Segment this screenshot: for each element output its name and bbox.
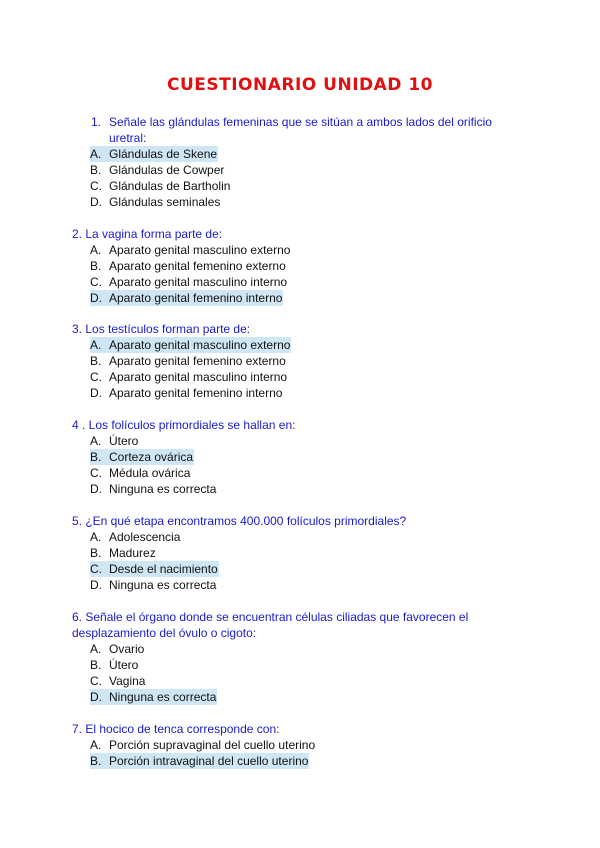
option-a[interactable] [90,146,218,162]
option-text: Desde el nacimiento [109,562,218,576]
option-d[interactable] [90,577,219,593]
option-letter: C. [90,674,102,688]
option-text: Glándulas de Bartholin [109,179,231,193]
option-letter: A. [90,243,102,257]
options-q5 [90,529,219,593]
option-d[interactable] [90,689,217,705]
option-text: Aparato genital masculino externo [109,243,291,257]
option-text: Aparato genital femenino interno [109,291,283,305]
option-c[interactable] [90,369,291,385]
option-c[interactable] [90,673,217,689]
option-letter: D. [90,291,102,305]
option-b[interactable] [90,449,194,465]
option-letter: B. [90,259,102,273]
option-a[interactable] [90,242,290,258]
question-7: 7. El hocico de tenca corresponde con: [72,722,280,736]
option-letter: A. [90,434,102,448]
option-letter: B. [90,754,102,768]
option-letter: B. [90,450,102,464]
option-a[interactable] [90,737,315,753]
option-letter: B. [90,658,102,672]
option-c[interactable] [90,178,230,194]
option-text: Aparato genital masculino externo [109,338,291,352]
option-letter: B. [90,546,102,560]
question-4: 4 . Los folículos primordiales se hallan en: [72,418,296,432]
options-q2 [90,242,290,306]
question-6 [72,609,542,641]
option-text: Porción intravaginal del cuello uterino [109,754,309,768]
option-text: Aparato genital femenino interno [109,386,283,400]
option-b[interactable] [90,753,309,769]
option-letter: A. [90,338,102,352]
question-text-line2: uretral: [109,131,147,145]
option-letter: B. [90,354,102,368]
option-d[interactable] [90,385,291,401]
option-text: Médula ovárica [109,466,191,480]
options-q3 [90,337,291,401]
options-q6 [90,641,217,705]
question-text-line1: Señale las glándulas femeninas que se sitúan a ambos lados del orificio [109,115,492,129]
option-text: Ninguna es correcta [109,578,217,592]
option-letter: C. [90,466,102,480]
option-d[interactable] [90,194,230,210]
option-a[interactable] [90,337,291,353]
question-3: 3. Los testículos forman parte de: [72,322,251,336]
option-letter: A. [90,738,102,752]
option-text: Porción supravaginal del cuello uterino [109,738,316,752]
page-title: CUESTIONARIO UNIDAD 10 [167,75,433,95]
option-b[interactable] [90,545,219,561]
option-b[interactable] [90,353,291,369]
option-text: Glándulas de Skene [109,147,218,161]
option-letter: D. [90,195,102,209]
option-a[interactable] [90,529,219,545]
option-text: Útero [109,658,139,672]
option-c[interactable] [90,274,290,290]
option-text: Corteza ovárica [109,450,194,464]
option-text: Ninguna es correcta [109,690,217,704]
option-text: Glándulas de Cowper [109,163,225,177]
options-q7 [90,737,315,769]
option-letter: A. [90,530,102,544]
option-letter: D. [90,690,102,704]
option-b[interactable] [90,258,290,274]
options-q1 [90,146,230,210]
option-letter: C. [90,562,102,576]
option-letter: C. [90,179,102,193]
options-q4 [90,433,216,497]
option-b[interactable] [90,162,230,178]
question-5: 5. ¿En qué etapa encontramos 400.000 folículos primordiales? [72,514,407,528]
option-a[interactable] [90,433,216,449]
option-text: Aparato genital femenino externo [109,354,286,368]
option-text: Aparato genital masculino interno [109,275,288,289]
option-c[interactable] [90,561,219,577]
option-text: Útero [109,434,139,448]
option-letter: C. [90,370,102,384]
option-d[interactable] [90,290,283,306]
question-text-line1: 6. Señale el órgano donde se encuentran células ciliadas que favorecen el [72,610,469,624]
option-text: Adolescencia [109,530,181,544]
question-text-line2: desplazamiento del óvulo o cigoto: [72,626,257,640]
option-text: Glándulas seminales [109,195,221,209]
option-text: Aparato genital femenino externo [109,259,286,273]
option-text: Ninguna es correcta [109,482,217,496]
option-letter: A. [90,147,102,161]
option-letter: D. [90,386,102,400]
option-text: Madurez [109,546,156,560]
question-1 [91,114,531,146]
option-text: Ovario [109,642,145,656]
option-letter: A. [90,642,102,656]
option-letter: D. [90,482,102,496]
option-letter: D. [90,578,102,592]
question-2: 2. La vagina forma parte de: [72,227,223,241]
option-b[interactable] [90,657,217,673]
option-letter: B. [90,163,102,177]
option-letter: C. [90,275,102,289]
option-c[interactable] [90,465,216,481]
option-a[interactable] [90,641,217,657]
question-number: 1. [91,115,102,129]
option-text: Vagina [109,674,146,688]
option-d[interactable] [90,481,216,497]
option-text: Aparato genital masculino interno [109,370,288,384]
